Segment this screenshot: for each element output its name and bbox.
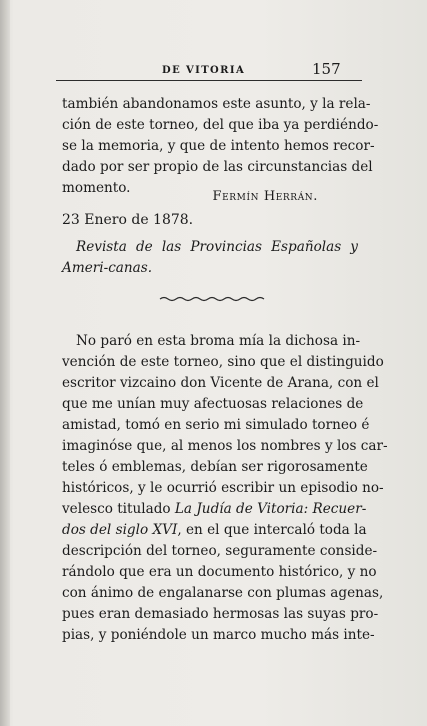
paragraph-main [62, 331, 388, 646]
text-line: vención de este torneo, sino que el distinguido [62, 354, 384, 370]
text-line: históricos, y le ocurrió escribir un episodio no- [62, 480, 384, 496]
author-signature: Fermín Herrán. [212, 189, 318, 204]
page-header [0, 60, 427, 80]
text-line: pues eran demasiado hermosas las suyas pro- [62, 606, 379, 622]
text-line: dado por ser propio de las circunstancias del [62, 159, 373, 175]
date-line: 23 Enero de 1878. [62, 212, 194, 228]
text-line: momento. [62, 180, 131, 196]
text-line: con ánimo de engalanarse con plumas agenas, [62, 585, 384, 601]
running-title: DE VITORIA [162, 65, 246, 76]
text-segment: velesco titulado [62, 501, 175, 517]
header-rule [56, 80, 362, 81]
text-line: que me unían muy afectuosas relaciones de [62, 396, 364, 412]
text-line: pias, y poniéndole un marco mucho más inte- [62, 627, 375, 643]
text-line [62, 499, 367, 520]
text-line: amistad, tomó en serio mi simulado torneo é [62, 417, 370, 433]
source-citation: Revista de las Provincias Españolas y Ameri-canas. [62, 239, 358, 276]
text-line: rándolo que era un documento histórico, y no [62, 564, 377, 580]
page-number: 157 [312, 60, 341, 78]
page-gutter [0, 0, 10, 726]
book-title: La Judía de Vitoria: Recuer- [174, 501, 367, 517]
book-title: dos del siglo XVI [62, 522, 178, 538]
text-line: No paró en esta broma mía la dichosa in- [76, 333, 361, 349]
text-line: imaginóse que, al menos los nombres y los car- [62, 438, 388, 454]
ornamental-rule [158, 294, 268, 304]
text-line: teles ó emblemas, debían ser rigorosamente [62, 459, 368, 475]
text-segment: , en el que intercaló toda la [177, 522, 367, 538]
text-line: ción de este torneo, del que iba ya perdiéndo- [62, 117, 379, 133]
text-line: se la memoria, y que de intento hemos recor- [62, 138, 375, 154]
paragraph-continued [62, 94, 379, 199]
text-line [62, 520, 367, 541]
text-line: escritor vizcaino don Vicente de Arana, con el [62, 375, 379, 391]
text-line: descripción del torneo, seguramente conside- [62, 543, 378, 559]
text-line: también abandonamos este asunto, y la rela- [62, 96, 371, 112]
